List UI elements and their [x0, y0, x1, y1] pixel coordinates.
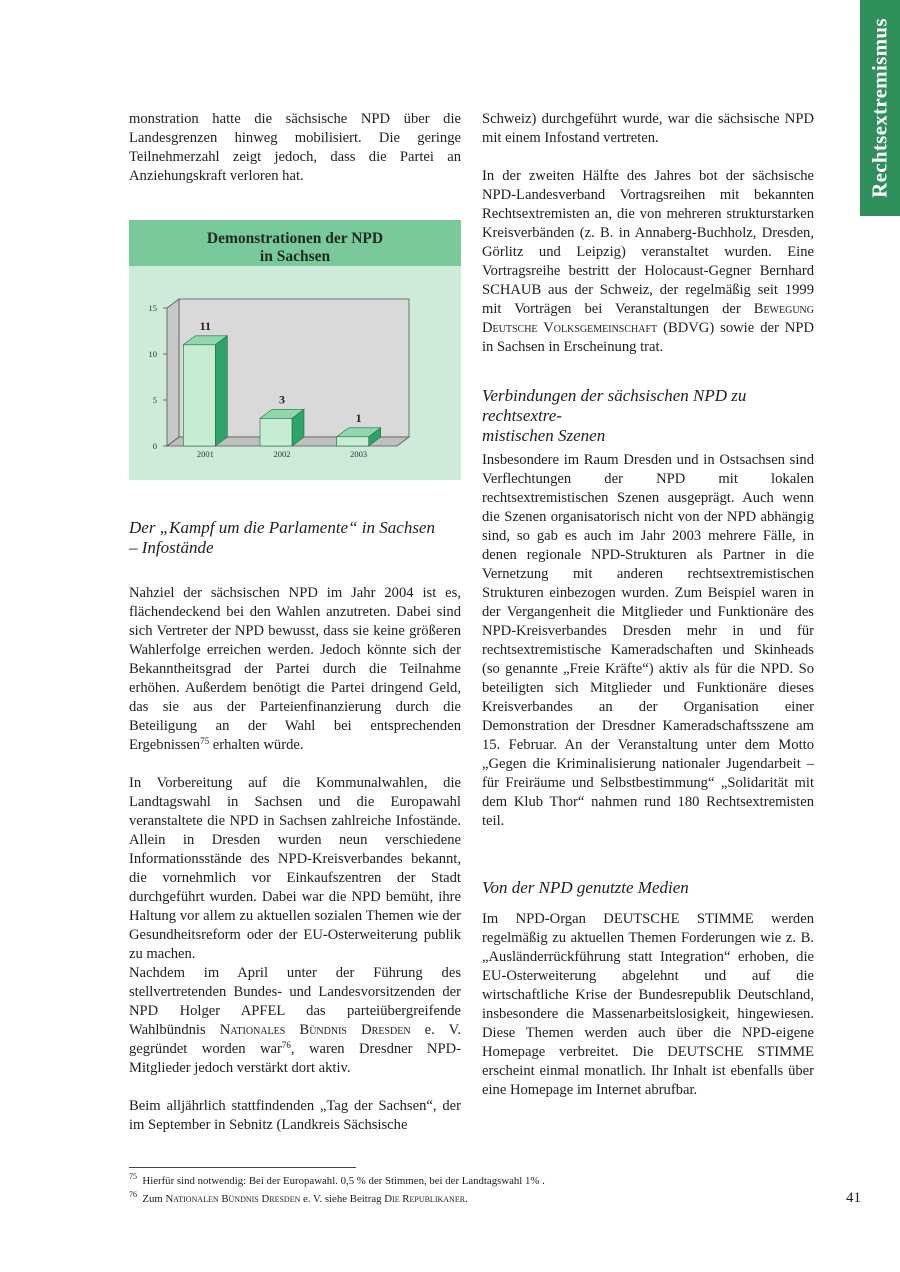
bar-side — [215, 336, 227, 446]
footnote-text: . — [465, 1193, 468, 1205]
paragraph: monstration hatte die sächsische NPD über die Landesgrenzen hinweg mobilisiert. Die geringe Teilnehmerzahl zeigt jedoch, dass die Partei an Anziehungskraft verloren hat. — [129, 111, 461, 184]
organization-name: Die Republikaner — [384, 1193, 466, 1205]
paragraph-text: e. V. gegründet worden war — [129, 1022, 461, 1057]
organization-name: Bewegung Deutsche Volksgemeinschaft — [482, 301, 814, 336]
left-body — [129, 584, 461, 1135]
section-heading-line: Der „Kampf um die Parlamente“ in Sachsen — [129, 518, 435, 537]
paragraph: Beim alljährlich stattfindenden „Tag der Sachsen“, der im September in Sebnitz (Landkreis Sächsische — [129, 1098, 461, 1133]
section-heading: Von der NPD genutzte Medien — [482, 878, 689, 897]
left-heading — [129, 518, 461, 558]
left-intro — [129, 110, 461, 186]
footnote-ref: 75 — [200, 736, 210, 746]
paragraph: Insbesondere im Raum Dresden und in Ostsachsen sind Verflechtungen der NPD mit lokalen rechtsextremistischen Szenen ausgeprägt. Auch wenn die Szenen organisatorisch nicht von der NPD abhängig sind, so gab es auch im Jahr 2003 mehrere Fälle, in denen regionale NPD-Strukturen als Partner in die Vernetzung mit anderen rechtsextremistischen Strukturen einbezogen wurden. Zum Beispiel waren in der Vergangenheit die Mitglieder und Funktionäre des NPD-Kreisverbandes Dresden mehr in und für rechtsextremistische Kameradschaften und Skinheads (so genannte „Freie Kräfte“) aktiv als für die NPD. So beteiligten sich Mitglieder und Funktionäre dieses Kreisverbandes an der Organisation einer Demonstration der Dresdner Kameradschaftsszene am 15. Februar. An der Veranstaltung unter dem Motto „Gegen die Kriminalisierung nationaler Jugendarbeit – für Freiräume und Selbstbestimmung“ „Solidarität mit dem Klub Thor“ nahmen rund 180 Rechtsextremisten teil. — [482, 452, 814, 829]
section-heading-line: Verbindungen der sächsischen NPD zu rechtsextre- — [482, 386, 747, 425]
paragraph: Schweiz) durchgeführt wurde, war die sächsische NPD mit einem Infostand vertreten. — [482, 111, 814, 146]
paragraph — [482, 167, 814, 357]
y-tick-label: 10 — [148, 349, 157, 359]
y-tick-label: 0 — [152, 441, 157, 451]
section-tab — [860, 0, 900, 216]
right-heading-1 — [482, 386, 814, 446]
paragraph-text: Nahziel der sächsischen NPD im Jahr 2004 ist es, flächendeckend bei den Wahlen anzutreten. Dabei sind sich Vertreter der NPD bewusst, dass sie keine größeren Wahlerfolge erreichen werden. Jedoch könnte sich der Bekanntheitsgrad der Partei durch die Teilnahme erhöhen. Außerdem benötigt die Partei dringend Geld, das sie aus der Parteienfinanzierung durch die Beteiligung an der Wahl bei entsprechenden Ergebnissen — [129, 585, 461, 753]
x-tick-label: 2001 — [196, 449, 214, 459]
plot-side-wall — [167, 299, 179, 446]
footnote-text: Zum — [142, 1193, 166, 1205]
footnote — [129, 1192, 468, 1206]
chart-title-line1: Demonstrationen der NPD — [206, 230, 384, 247]
section-heading-line: mistischen Szenen — [482, 426, 606, 445]
y-tick-label: 15 — [148, 303, 157, 313]
data-label: 1 — [355, 410, 362, 425]
section-heading — [129, 518, 461, 558]
data-label: 11 — [199, 318, 212, 333]
chart-title-line2: in Sachsen — [259, 248, 331, 265]
paragraph-text: Nachdem im April unter der Führung des stellvertretenden Bundes- und Landesvorsitzenden der NPD Holger APFEL das parteiübergreifende Wahlbündnis — [129, 965, 461, 1038]
organization-name: Nationales Bündnis Dresden — [219, 1022, 411, 1038]
chart-svg — [129, 220, 461, 480]
right-body-middle — [482, 451, 814, 831]
organization-name: Nationalen Bündnis Dresden — [165, 1193, 301, 1205]
footnote-ref: 76 — [281, 1040, 291, 1050]
bar-2001 — [183, 336, 227, 446]
section-heading — [482, 386, 814, 446]
footnote-text: Hierfür sind notwendig: Bei der Europawahl. 0,5 % der Stimmen, bei der Landtagswahl 1% . — [142, 1175, 545, 1187]
section-heading-line: – Infostände — [129, 538, 214, 557]
paragraph: In Vorbereitung auf die Kommunalwahlen, die Landtagswahl in Sachsen und die Europawahl veranstaltete die NPD in Sachsen zahlreiche Infostände. Allein in Dresden wurden neun verschiedene Informationsstände des NPD-Kreisverbandes bekannt, die vornehmlich vor Einkaufszentren der Stadt durchgeführt wurden. Dabei war die NPD bemüht, ihre Haltung vor allem zu aktuellen sozialen Themen wie der Gesundheitsreform oder der EU-Osterweiterung publik zu machen. — [129, 775, 461, 962]
bar-front — [260, 418, 292, 446]
x-tick-label: 2003 — [350, 449, 368, 459]
x-tick-label: 2002 — [273, 449, 291, 459]
bar-front — [183, 345, 215, 446]
footnote-text: e. V. siehe Beitrag — [300, 1193, 385, 1205]
paragraph — [129, 964, 461, 1078]
paragraph-text: erhalten würde. — [209, 737, 304, 753]
y-tick-label: 5 — [152, 395, 157, 405]
paragraph-text: (BDVG) sowie der NPD in Sachsen in Erscheinung trat. — [482, 320, 814, 355]
footnote-divider — [129, 1167, 356, 1168]
right-body-bottom — [482, 910, 814, 1100]
paragraph: Im NPD-Organ DEUTSCHE STIMME werden regelmäßig zu aktuellen Themen Forderungen wie z. B. „Ausländerrückführung statt Integration“ erhoben, die EU-Osterweiterung abgelehnt und auf die wirtschaftliche Krise der Bundesrepublik Deutschland, insbesondere die Massenarbeitslosigkeit, hingewiesen. Diese Themen werden auch über die NPD-eigene Homepage verbreitet. Die DEUTSCHE STIMME erscheint einmal monatlich. Ihr Inhalt ist ebenfalls über eine Homepage im Internet abrufbar. — [482, 911, 814, 1098]
paragraph — [129, 584, 461, 755]
bar-chart — [129, 220, 461, 480]
data-label: 3 — [279, 392, 285, 407]
footnote-number: 75 — [129, 1172, 137, 1181]
paragraph-text: , waren Dresdner NPD-Mitglieder jedoch verstärkt dort aktiv. — [129, 1041, 461, 1076]
footnote-number: 76 — [129, 1190, 137, 1199]
footnote — [129, 1174, 545, 1188]
section-tab-label: Rechtsextremismus — [867, 18, 892, 198]
bar-front — [337, 437, 369, 446]
page-number: 41 — [846, 1190, 861, 1206]
bar-2002 — [260, 409, 304, 446]
paragraph-text: In der zweiten Hälfte des Jahres bot der sächsische NPD-Landesverband Vortragsreihen mit bekannten Rechtsextremisten an, die von mehreren strukturstarken Kreisverbänden (z. B. in Annaberg-Buchholz, Dresden, Görlitz und Leipzig) veranstaltet wurden. Eine Vortragsreihe bestritt der Holocaust-Gegner Bernhard SCHAUB aus der Schweiz, der regelmäßig seit 1999 mit Vorträgen bei Veranstaltungen der — [482, 168, 814, 317]
right-heading-2 — [482, 878, 814, 898]
right-body-top — [482, 110, 814, 357]
